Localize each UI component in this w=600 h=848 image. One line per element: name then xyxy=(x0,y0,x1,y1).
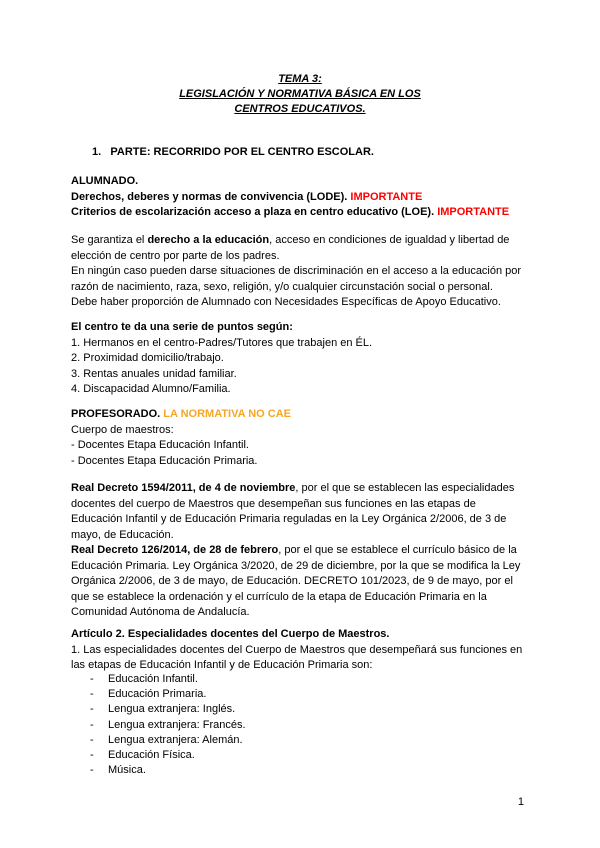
title-line-2: LEGISLACIÓN Y NORMATIVA BÁSICA EN LOS xyxy=(179,88,421,100)
list-item xyxy=(90,763,246,778)
derecho-bold: derecho a la educación xyxy=(147,234,270,246)
part-number: 1. xyxy=(92,146,102,158)
rd2-line-5: Comunidad Autónoma de Andalucía. xyxy=(71,606,250,618)
profesorado-section xyxy=(71,407,531,469)
derecho-post: , acceso en condiciones de igualdad y libertad de xyxy=(269,234,510,246)
list-item xyxy=(90,748,246,763)
derecho-line-2: elección de centro por parte de los padres. xyxy=(71,249,280,262)
derecho-pre: Se garantiza el xyxy=(71,234,148,246)
list-dash: - xyxy=(90,733,94,746)
alumnado-line-1-text: Derechos, deberes y normas de convivencia (LODE). xyxy=(71,190,348,203)
list-item-text: Música. xyxy=(108,764,146,777)
list-dash: - xyxy=(90,718,94,731)
list-dash: - xyxy=(90,703,94,716)
rd1-line-2: docentes del cuerpo de Maestros que desempeñan sus funciones en las etapas de xyxy=(71,497,476,510)
rd1-title: Real Decreto 1594/2011, de 4 de noviembre xyxy=(71,482,296,494)
puntos-heading: El centro te da una serie de puntos según: xyxy=(71,321,293,333)
discriminacion-line-2: razón de nacimiento, raza, sexo, religión, y/o cualquier circunstación social o personal. xyxy=(71,280,493,293)
profesorado-line-2: - Docentes Etapa Educación Infantil. xyxy=(71,439,249,451)
articulo-heading: Artículo 2. Especialidades docentes del Cuerpo de Maestros. xyxy=(71,628,390,640)
real-decreto-section xyxy=(71,481,531,621)
rd1-line-1-text: , por el que se establecen las especialidades xyxy=(295,482,515,494)
part-heading xyxy=(92,146,374,158)
list-dash: - xyxy=(90,673,94,685)
list-item-text: Lengua extranjera: Inglés. xyxy=(108,703,236,716)
alumnado-heading: ALUMNADO. xyxy=(71,175,139,187)
part-label: PARTE: RECORRIDO POR EL CENTRO ESCOLAR. xyxy=(110,146,374,158)
list-dash: - xyxy=(90,749,94,762)
title-line-1: TEMA 3: xyxy=(278,73,322,85)
list-item xyxy=(90,718,246,733)
rd2-title: Real Decreto 126/2014, de 28 de febrero xyxy=(71,544,279,556)
normativa-tag: LA NORMATIVA NO CAE xyxy=(163,408,292,420)
alumnado-section xyxy=(71,174,531,221)
list-dash: - xyxy=(90,688,94,701)
alumnado-line-1 xyxy=(71,190,531,206)
rd1-line-3: Educación Infantil y de Educación Primaria reguladas en la Ley Orgánica 2/2006, de 3 de xyxy=(71,513,507,525)
alumnado-line-2 xyxy=(71,205,531,221)
list-item-text: Educación Primaria. xyxy=(108,688,207,701)
title-line-3: CENTROS EDUCATIVOS. xyxy=(234,103,366,115)
profesorado-heading-line xyxy=(71,407,531,423)
page-number: 1 xyxy=(517,796,524,808)
list-item-text: Lengua extranjera: Alemán. xyxy=(108,733,243,746)
articulo-line-1: 1. Las especialidades docentes del Cuerpo de Maestros que desempeñará sus funciones en xyxy=(71,643,523,656)
proporcion-line: Debe haber proporción de Alumnado con Necesidades Específicas de Apoyo Educativo. xyxy=(71,296,501,308)
list-item-text: Educación Infantil. xyxy=(108,673,198,685)
rd2-line-2: Educación Primaria. Ley Orgánica 3/2020, de 29 de diciembre, por la que se modifica la Ley xyxy=(71,559,521,572)
important-tag-2: IMPORTANTE xyxy=(437,206,510,218)
puntos-section xyxy=(71,320,531,398)
puntos-item: 1. Hermanos en el centro-Padres/Tutores que trabajen en ÉL. xyxy=(71,336,373,349)
puntos-item: 2. Proximidad domicilio/trabajo. xyxy=(71,352,224,364)
list-item xyxy=(90,687,246,702)
rd1-line-1 xyxy=(71,481,531,497)
rd2-line-1-text: , por el que se establece el currículo básico de la xyxy=(278,544,517,556)
derecho-paragraph xyxy=(71,233,531,311)
list-item xyxy=(90,672,246,687)
rd1-line-4: mayo, de Educación. xyxy=(71,528,174,541)
puntos-item: 4. Discapacidad Alumno/Familia. xyxy=(71,383,231,395)
especialidades-list xyxy=(90,672,246,778)
profesorado-line-3: - Docentes Etapa Educación Primaria. xyxy=(71,454,258,467)
list-dash: - xyxy=(90,764,94,777)
profesorado-heading: PROFESORADO. xyxy=(71,408,161,420)
list-item-text: Educación Física. xyxy=(108,749,195,762)
profesorado-line-1: Cuerpo de maestros: xyxy=(71,423,174,436)
list-item xyxy=(90,733,246,748)
discriminacion-line-1: En ningún caso pueden darse situaciones de discriminación en el acceso a la educación por xyxy=(71,265,522,277)
important-tag-1: IMPORTANTE xyxy=(350,190,423,203)
rd2-line-4: que se establece la ordenación y el currículo de la etapa de Educación Primaria en la xyxy=(71,590,487,603)
list-item xyxy=(90,702,246,717)
articulo-line-2: las etapas de Educación Infantil y de Educación Primaria son: xyxy=(71,659,373,671)
derecho-line-1 xyxy=(71,233,531,249)
alumnado-line-2-text: Criterios de escolarización acceso a plaza en centro educativo (LOE). xyxy=(71,206,435,218)
list-item-text: Lengua extranjera: Francés. xyxy=(108,718,246,731)
puntos-item: 3. Rentas anuales unidad familiar. xyxy=(71,367,237,380)
rd2-line-3: Orgánica 2/2006, de 3 de mayo, de Educación. DECRETO 101/2023, de 9 de mayo, por el xyxy=(71,575,513,587)
articulo-section xyxy=(71,627,531,674)
rd2-line-1 xyxy=(71,543,531,559)
